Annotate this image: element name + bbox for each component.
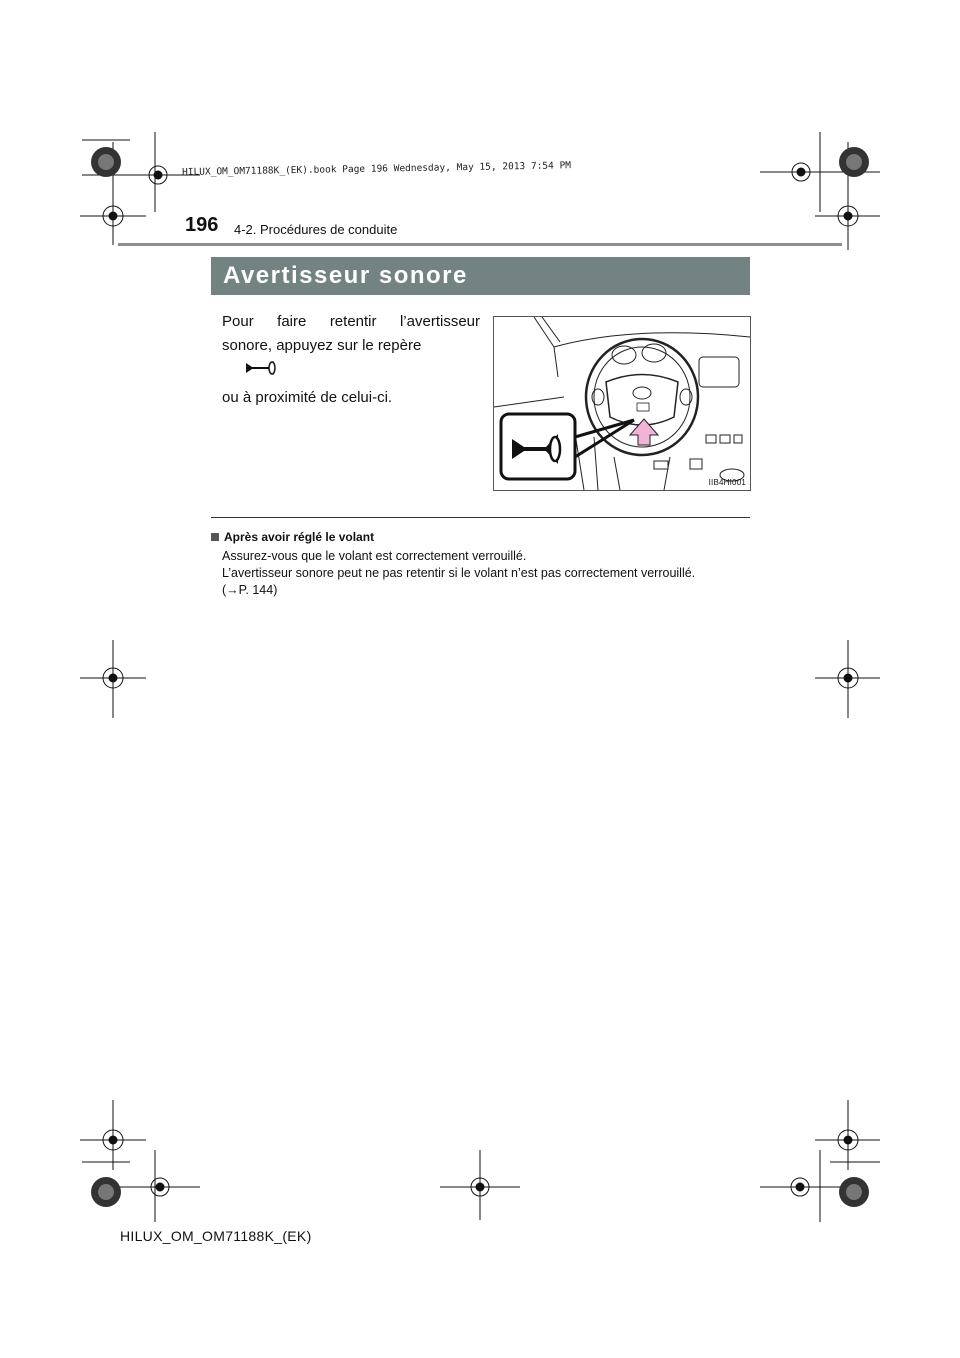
intro-line-1 [222,310,480,334]
dashboard-drawing [494,317,750,490]
note-line: Assurez-vous que le volant est correctement verrouillé. [222,549,527,563]
steering-wheel-illustration [493,316,751,491]
intro-word: l’avertisseur [399,313,480,330]
page-number: 196 [185,214,219,236]
footer-doc-code: HILUX_OM_OM71188K_(EK) [120,1228,312,1244]
section-title: 4-2. Procédures de conduite [234,222,398,237]
note-body [222,548,752,599]
press-arrow [630,419,658,445]
intro-word: Pour [222,313,254,330]
note-line-ref: (→P. 144) [222,583,278,597]
page-reference[interactable]: P. 144) [238,583,278,597]
note-heading: Après avoir réglé le volant [211,530,374,544]
intro-line-2: sonore, appuyez sur le repère [222,334,480,386]
figure-code: IIB4HI001 [708,478,746,487]
intro-word: faire [277,313,307,330]
intro-line-3: ou à proximité de celui-ci. [222,389,393,406]
intro-word: retentir [329,313,377,330]
note-line: L’avertisseur sonore peut ne pas retentir si le volant n’est pas correctement verrouillé. [222,566,696,580]
title-bar [211,257,750,295]
header-rule [118,243,842,246]
arrow-icon: → [226,583,239,597]
bullet-square-icon [211,533,219,541]
intro-text [222,310,480,410]
horn-icon [244,358,278,386]
page-title: Avertisseur sonore [223,262,468,289]
book-info-stamp: HILUX_OM_OM71188K_(EK).book Page 196 Wednesday, May 15, 2013 7:54 PM [182,160,572,178]
section-divider [211,517,750,518]
